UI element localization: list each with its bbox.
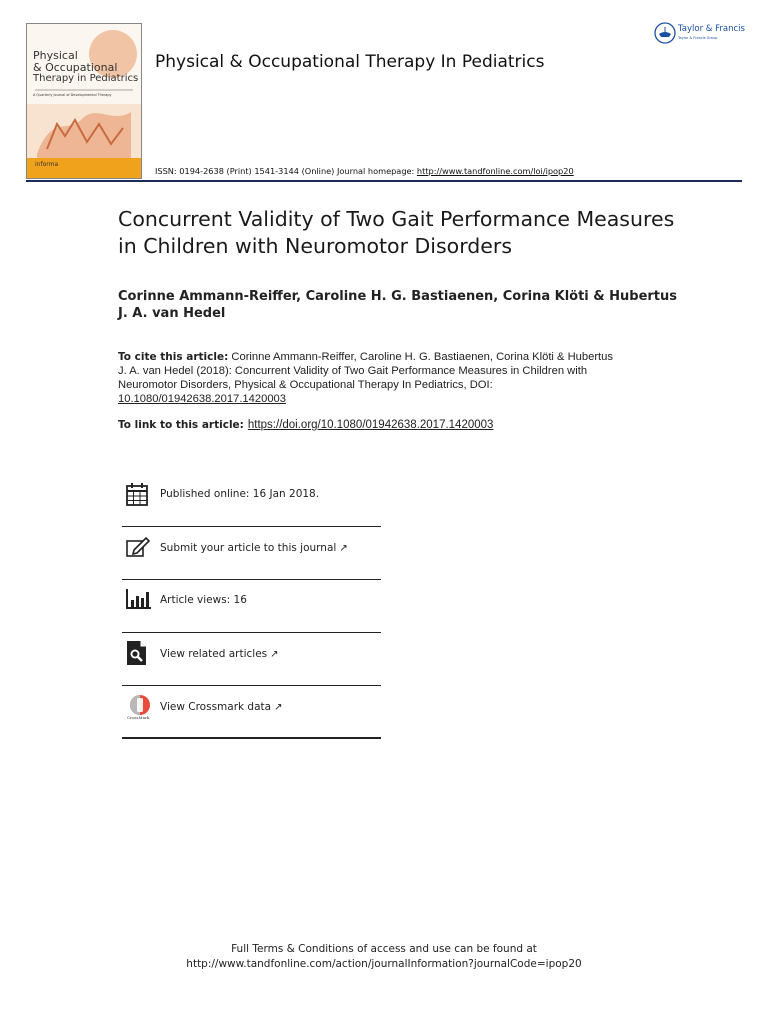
cite-text: Corinne Ammann-Reiffer, Caroline H. G. Bastiaenen, Corina Klöti & Hubertus J. A. van Hedel (2018): Concurrent Validity of Two Gait Performance Measures in Children with Neuromotor Disorders, Physical & Occupational Therapy In Pediatrics, DOI: <box>118 351 613 391</box>
journal-title: Physical & Occupational Therapy In Pediatrics <box>155 52 545 72</box>
issn-text: ISSN: 0194-2638 (Print) 1541-3144 (Online) Journal homepage: <box>155 166 417 176</box>
cover-title-line1: Physical <box>33 49 78 62</box>
crossmark-row <box>160 701 282 713</box>
citation-block <box>118 350 618 406</box>
divider <box>122 526 381 527</box>
related-articles-label: View related articles <box>160 648 268 660</box>
divider <box>122 737 381 739</box>
footer-terms-text: Full Terms & Conditions of access and use can be found at <box>231 943 537 955</box>
article-doi-link[interactable]: https://doi.org/10.1080/01942638.2017.1420003 <box>247 419 494 431</box>
external-link-icon: ↗︎ <box>274 702 283 713</box>
article-title: Concurrent Validity of Two Gait Performance Measures in Children with Neuromotor Disorders <box>118 207 675 258</box>
related-articles-row <box>160 648 279 660</box>
cite-doi-link[interactable]: 10.1080/01942638.2017.1420003 <box>118 393 286 405</box>
article-views-label: Article views: 16 <box>160 594 247 606</box>
article-authors: Corinne Ammann-Reiffer, Caroline H. G. Bastiaenen, Corina Klöti & Hubertus J. A. van Hedel <box>118 289 678 321</box>
footer-terms-link[interactable]: http://www.tandfonline.com/action/journalInformation?journalCode=ipop20 <box>186 958 582 970</box>
cover-artwork <box>27 24 141 178</box>
calendar-icon <box>126 482 148 506</box>
crossmark-label: View Crossmark data <box>160 701 272 713</box>
submit-article-link[interactable] <box>122 536 381 562</box>
footer <box>0 942 768 972</box>
published-date: Published online: 16 Jan 2018. <box>160 488 320 500</box>
article-views-row <box>122 588 381 614</box>
divider <box>122 579 381 580</box>
bar-chart-icon <box>126 589 152 609</box>
crossmark-icon-text: CrossMark <box>127 715 150 720</box>
submit-article-label: Submit your article to this journal <box>160 542 337 554</box>
divider <box>122 632 381 633</box>
cover-publisher-label: informa <box>35 161 59 168</box>
external-link-icon: ↗︎ <box>270 649 279 660</box>
link-label: To link to this article: <box>118 419 244 431</box>
publisher-group: Taylor & Francis Group <box>678 36 718 40</box>
crossmark-link[interactable] <box>122 694 381 724</box>
search-document-icon <box>126 640 148 666</box>
publisher-name: Taylor & Francis <box>678 24 745 34</box>
cover-title-line2: & Occupational <box>33 61 118 74</box>
issn-line <box>155 166 574 176</box>
submit-article-row <box>160 542 348 554</box>
tf-logo-icon <box>654 22 676 44</box>
related-articles-link[interactable] <box>122 640 381 668</box>
cite-label: To cite this article: <box>118 351 229 363</box>
journal-cover-image <box>26 23 142 179</box>
article-link-line <box>118 419 493 431</box>
external-link-icon: ↗︎ <box>339 543 348 554</box>
journal-homepage-link[interactable]: http://www.tandfonline.com/loi/ipop20 <box>416 166 574 176</box>
header-rule <box>26 180 742 182</box>
cover-subtitle: A Quarterly Journal of Developmental Therapy <box>33 93 112 97</box>
published-row <box>122 482 381 508</box>
cover-publisher-band <box>27 158 141 178</box>
divider <box>122 685 381 686</box>
publisher-logo[interactable] <box>654 22 746 48</box>
edit-icon <box>126 536 150 558</box>
cover-title-line3: Therapy in Pediatrics <box>33 73 139 84</box>
